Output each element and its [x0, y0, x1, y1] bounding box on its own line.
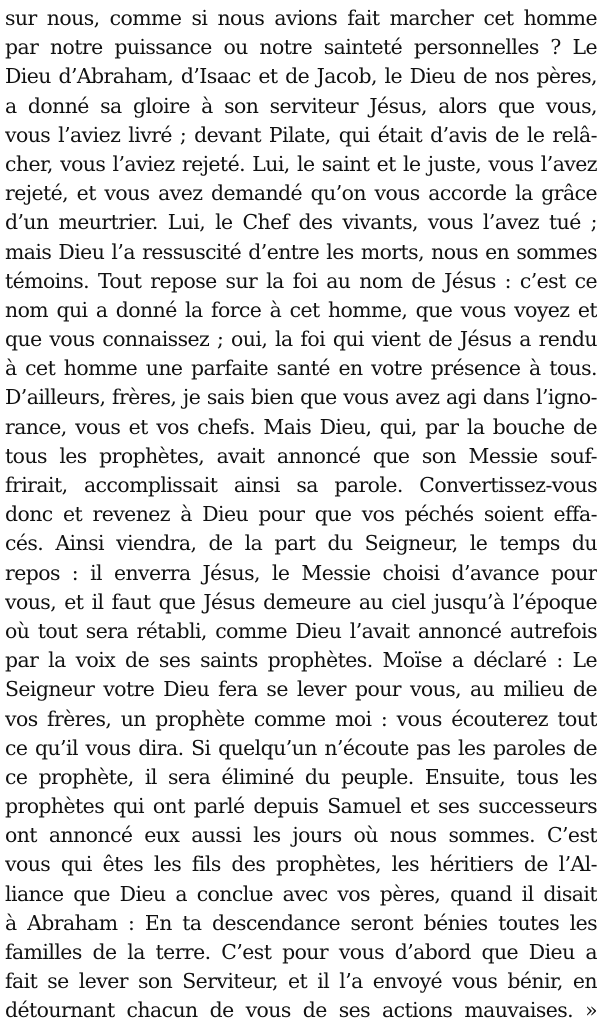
- text-line: cés. Ainsi viendra, de la part du Seigneur, le temps du: [5, 531, 597, 556]
- text-line: ce prophète, il sera éliminé du peuple. Ensuite, tous les: [5, 764, 597, 789]
- text-line: rejeté, et vous avez demandé qu’on vous accorde la grâce: [5, 181, 597, 206]
- document-page: [5, 4, 597, 1023]
- text-line: que vous connaissez ; oui, la foi qui vient de Jésus a rendu: [5, 327, 597, 352]
- text-line: par la voix de ses saints prophètes. Moïse a déclaré : Le: [5, 648, 597, 673]
- text-line: d’un meurtrier. Lui, le Chef des vivants, vous l’avez tué ;: [5, 210, 597, 235]
- text-line: rance, vous et vos chefs. Mais Dieu, qui, par la bouche de: [5, 414, 597, 439]
- text-line: tous les prophètes, avait annoncé que son Messie souf-: [5, 443, 597, 468]
- text-line: vous l’aviez livré ; devant Pilate, qui était d’avis de le relâ-: [5, 122, 597, 147]
- text-line: vous qui êtes les fils des prophètes, les héritiers de l’Al-: [5, 852, 597, 877]
- text-line: prophètes qui ont parlé depuis Samuel et ses successeurs: [5, 794, 597, 819]
- text-line: où tout sera rétabli, comme Dieu l’avait annoncé autrefois: [5, 618, 597, 643]
- text-line: liance que Dieu a conclue avec vos pères, quand il disait: [5, 881, 597, 906]
- text-line: familles de la terre. C’est pour vous d’abord que Dieu a: [5, 940, 597, 964]
- text-line: D’ailleurs, frères, je sais bien que vous avez agi dans l’igno-: [5, 385, 597, 410]
- text-line: nom qui a donné la force à cet homme, que vous voyez et: [5, 297, 597, 322]
- text-line: donc et revenez à Dieu pour que vos péchés soient effa-: [5, 502, 597, 527]
- text-line: cher, vous l’aviez rejeté. Lui, le saint et le juste, vous l’avez: [5, 151, 597, 176]
- text-line: sur nous, comme si nous avions fait marcher cet homme: [5, 6, 597, 30]
- text-line: vous, et il faut que Jésus demeure au ciel jusqu’à l’époque: [5, 589, 597, 614]
- text-line: mais Dieu l’a ressuscité d’entre les morts, nous en sommes: [5, 239, 597, 264]
- text-line: a donné sa gloire à son serviteur Jésus, alors que vous,: [5, 93, 597, 118]
- text-line: frirait, accomplissait ainsi sa parole. Convertissez-vous: [5, 473, 597, 497]
- text-line: à Abraham : En ta descendance seront bénies toutes les: [5, 910, 597, 935]
- text-line: Dieu d’Abraham, d’Isaac et de Jacob, le Dieu de nos pères,: [5, 64, 597, 89]
- text-line: à cet homme une parfaite santé en votre présence à tous.: [5, 356, 597, 381]
- text-line: fait se lever son Serviteur, et il l’a envoyé vous bénir, en: [5, 969, 597, 994]
- text-line: vos frères, un prophète comme moi : vous écouterez tout: [5, 706, 597, 731]
- text-line: témoins. Tout repose sur la foi au nom de Jésus : c’est ce: [5, 268, 597, 293]
- text-line: par notre puissance ou notre sainteté personnelles ? Le: [5, 35, 597, 60]
- text-line: repos : il enverra Jésus, le Messie choisi d’avance pour: [5, 560, 597, 585]
- text-line: Seigneur votre Dieu fera se lever pour vous, au milieu de: [5, 677, 597, 702]
- body-text: [5, 4, 597, 1026]
- text-line: détournant chacun de vous de ses actions mauvaises. »: [5, 998, 597, 1023]
- text-line: ce qu’il vous dira. Si quelqu’un n’écoute pas les paroles de: [5, 735, 597, 760]
- text-line: ont annoncé eux aussi les jours où nous sommes. C’est: [5, 823, 597, 848]
